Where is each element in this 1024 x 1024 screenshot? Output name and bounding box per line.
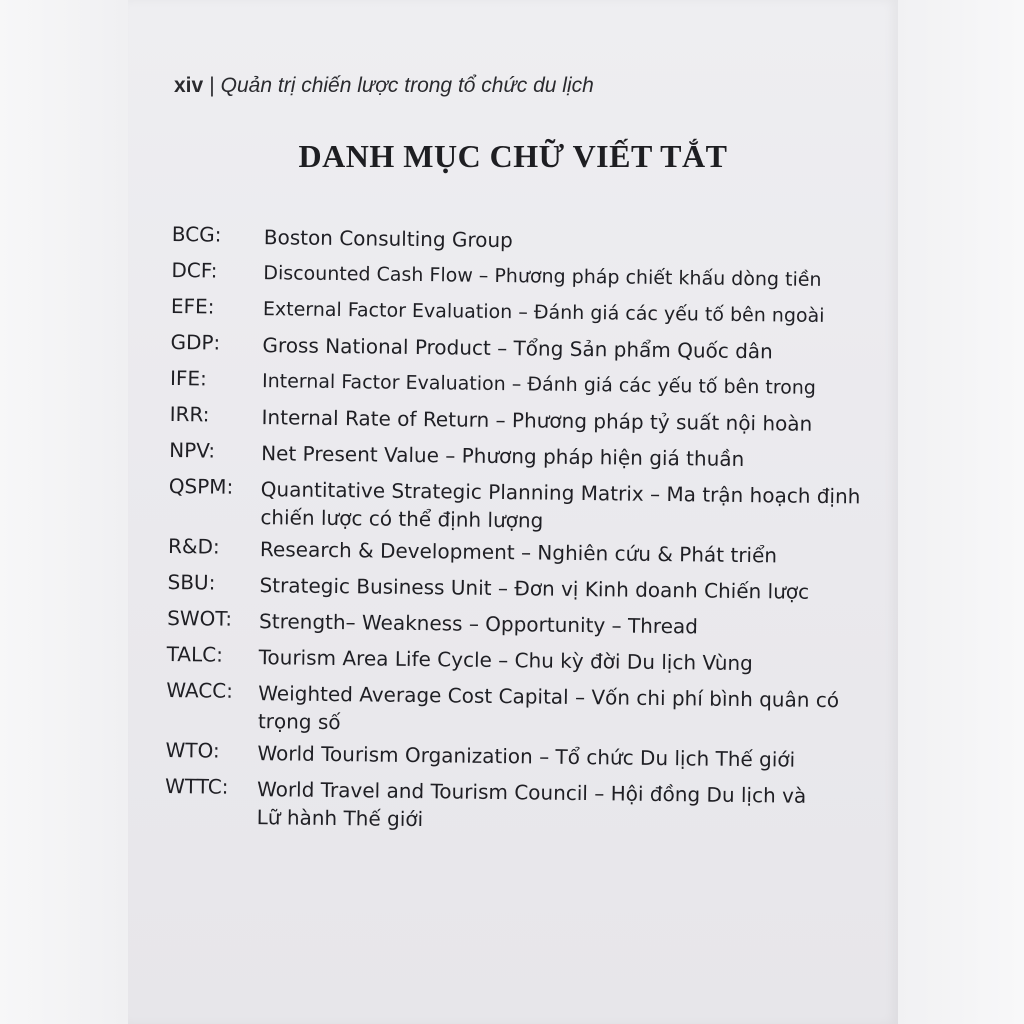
background-right [898, 0, 1024, 1024]
definition: World Travel and Tourism Council – Hội đồng Du lịch và Lữ hành Thế giới [256, 777, 807, 832]
definition: Internal Factor Evaluation – Đánh giá các yếu tố bên trong [261, 370, 817, 399]
running-header [174, 74, 594, 98]
abbreviation: EFE: [170, 293, 215, 319]
definition: Research & Development – Nghiên cứu & Phát triển [259, 537, 778, 568]
definition: Strength– Weakness – Opportunity – Thread [258, 609, 699, 639]
list-item [166, 678, 867, 747]
definition: Gross National Product – Tổng Sản phẩm Quốc dân [262, 333, 773, 364]
definition: Weighted Average Cost Capital – Vốn chi phí bình quân có trọng số [257, 681, 840, 735]
book-title: Quản trị chiến lược trong tổ chức du lịch [220, 74, 594, 97]
abbreviation: SWOT: [167, 605, 233, 631]
definition: Discounted Cash Flow – Phương pháp chiết khấu dòng tiền [263, 262, 822, 291]
abbreviation: R&D: [167, 533, 220, 559]
abbreviation: IRR: [169, 401, 210, 427]
book-page [128, 0, 898, 1024]
abbreviation: DCF: [171, 257, 218, 283]
abbreviation: NPV: [169, 437, 216, 463]
background-left [0, 0, 128, 1024]
definition: External Factor Evaluation – Đánh giá các yếu tố bên ngoài [262, 298, 825, 327]
abbreviation: GDP: [170, 329, 221, 355]
page-number: xiv [174, 74, 204, 97]
definition: Internal Rate of Return – Phương pháp tỷ suất nội hoàn [261, 405, 813, 436]
definition: World Tourism Organization – Tổ chức Du lịch Thế giới [257, 741, 796, 772]
definition: Tourism Area Life Cycle – Chu kỳ đời Du lịch Vùng [258, 645, 753, 676]
abbreviation: SBU: [167, 569, 216, 595]
definition: Net Present Value – Phương pháp hiện giá thuần [261, 441, 745, 472]
definition: Quantitative Strategic Planning Matrix – Ma trận hoạch định chiến lược có thể định lượng [260, 477, 861, 533]
header-separator: | [209, 74, 215, 97]
list-item [168, 474, 869, 543]
abbreviation: WTO: [165, 737, 220, 763]
abbreviation: WTTC: [164, 773, 229, 799]
abbreviation: QSPM: [168, 473, 234, 499]
definition: Strategic Business Unit – Đơn vị Kinh doanh Chiến lược [259, 573, 810, 604]
abbreviation: TALC: [166, 641, 224, 667]
abbreviation: WACC: [166, 677, 234, 703]
list-item [165, 774, 866, 843]
abbreviation: IFE: [169, 365, 208, 391]
abbreviation: BCG: [171, 222, 222, 247]
section-title: DANH MỤC CHỮ VIẾT TẮT [298, 138, 728, 174]
definition: Boston Consulting Group [263, 225, 513, 253]
abbreviation-list [165, 222, 872, 843]
